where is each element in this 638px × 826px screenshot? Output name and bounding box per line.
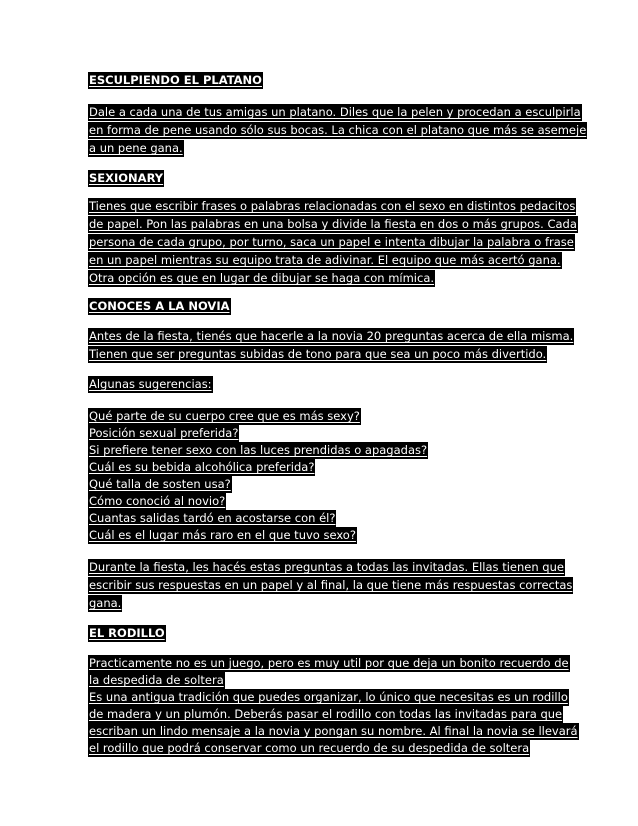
paragraph-line: escriban un lindo mensaje a la novia y pongan su nombre. Al final la novia se llevará [89, 724, 578, 738]
paragraph-line: persona de cada grupo, por turno, saca un papel e intenta dibujar la palabra o frase [89, 235, 574, 249]
paragraph-line: Es una antigua tradición que puedes organizar, lo único que necesitas es un rodillo [89, 690, 568, 704]
paragraph-line: escribir sus respuestas en un papel y al final, la que tiene más respuestas correctas [89, 578, 573, 592]
paragraph-line: en forma de pene usando sólo sus bocas. La chica con el platano que más se asemeje [89, 123, 587, 137]
section-heading: CONOCES A LA NOVIA [89, 299, 230, 313]
question-item: Cuantas salidas tardó en acostarse con él? [89, 511, 336, 525]
question-item: Cuál es el lugar más raro en el que tuvo sexo? [89, 528, 356, 542]
paragraph-line: Tienes que escribir frases o palabras relacionadas con el sexo en distintos pedacitos [89, 199, 576, 213]
paragraph-line: Practicamente no es un juego, pero es muy util por que deja un bonito recuerdo de [89, 656, 569, 670]
paragraph-line: gana. [89, 596, 122, 610]
question-item: Cómo conoció al novio? [89, 494, 226, 508]
paragraph-line: Algunas sugerencias: [89, 377, 212, 391]
question-item: Qué parte de su cuerpo cree que es más sexy? [89, 409, 360, 423]
paragraph-line: a un pene gana. [89, 141, 183, 155]
paragraph-line: Antes de la fiesta, tienés que hacerle a la novia 20 preguntas acerca de ella misma. [89, 329, 574, 343]
paragraph-line: Durante la fiesta, les hacés estas preguntas a todas las invitadas. Ellas tienen que [89, 560, 564, 574]
paragraph-line: el rodillo que podrá conservar como un recuerdo de su despedida de soltera [89, 741, 530, 755]
paragraph-line: en un papel mientras su equipo trata de adivinar. El equipo que más acertó gana. [89, 253, 561, 267]
section-heading: ESCULPIENDO EL PLATANO [89, 73, 262, 87]
question-item: Posición sexual preferida? [89, 426, 239, 440]
section-heading: SEXIONARY [89, 171, 164, 185]
question-item: Cuál es su bebida alcohólica preferida? [89, 460, 315, 474]
paragraph-line: Tienen que ser preguntas subidas de tono para que sea un poco más divertido. [89, 347, 547, 361]
section-heading: EL RODILLO [89, 626, 165, 640]
paragraph-line: de papel. Pon las palabras en una bolsa y divide la fiesta en dos o más grupos. Cada [89, 217, 577, 231]
paragraph-line: Otra opción es que en lugar de dibujar se haga con mímica. [89, 271, 435, 285]
paragraph-line: de madera y un plumón. Deberás pasar el rodillo con todas las invitadas para que [89, 707, 563, 721]
question-item: Qué talla de sosten usa? [89, 477, 231, 491]
paragraph-line: la despedida de soltera [89, 673, 224, 687]
question-item: Si prefiere tener sexo con las luces prendidas o apagadas? [89, 443, 428, 457]
paragraph-line: Dale a cada una de tus amigas un platano. Diles que la pelen y procedan a esculpirla [89, 105, 581, 119]
